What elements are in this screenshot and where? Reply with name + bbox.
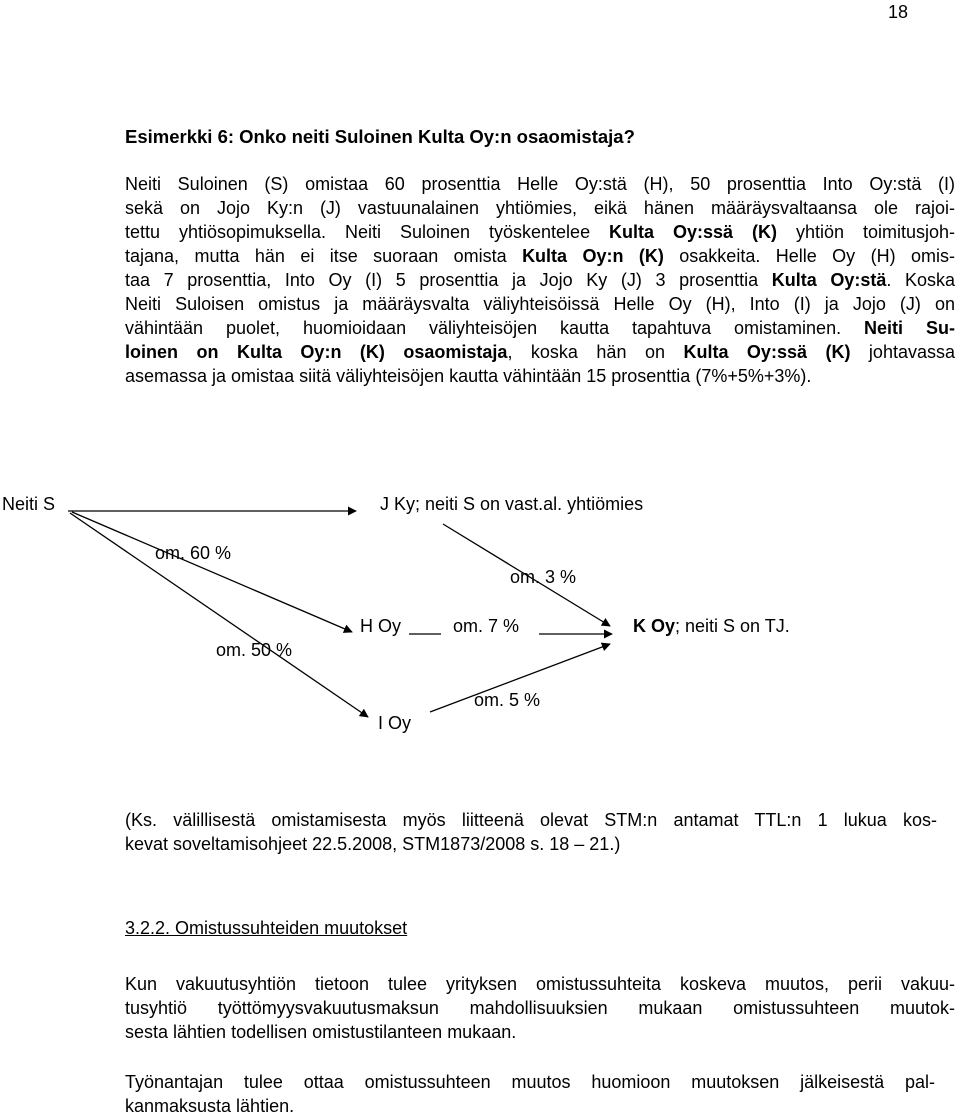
- node-h-oy: H Oy: [360, 616, 402, 636]
- paragraph-line: kanmaksusta lähtien.: [125, 1096, 295, 1116]
- paragraph-line: taa 7 prosenttia, Into Oy (I) 5 prosenttia ja Jojo Ky (J) 3 prosenttia Kulta Oy:stä. Koska: [125, 270, 955, 290]
- section-paragraph-2: [125, 1070, 935, 1118]
- label-om-7: om. 7 %: [453, 616, 520, 636]
- paragraph-line: sesta lähtien todellisen omistustilanteen mukaan.: [125, 1022, 517, 1042]
- example-heading: Esimerkki 6: Onko neiti Suloinen Kulta Oy:n osaomistaja?: [125, 126, 635, 147]
- section-heading: 3.2.2. Omistussuhteiden muutokset: [125, 918, 408, 938]
- paragraph-line: vähintään puolet, huomioidaan väliyhteisöjen kautta tapahtuva omistaminen. Neiti Su-: [125, 318, 955, 338]
- paragraph-line: tajana, mutta hän ei itse suoraan omista Kulta Oy:n (K) osakkeita. Helle Oy (H) omis-: [125, 246, 955, 266]
- paragraph-line: sekä on Jojo Ky:n (J) vastuunalainen yhtiömies, eikä hänen määräysvaltaansa ole rajoi-: [125, 198, 955, 218]
- node-i-oy: I Oy: [378, 713, 412, 733]
- paragraph-line: Kun vakuutusyhtiön tietoon tulee yrityksen omistussuhteita koskeva muutos, perii vakuu-: [125, 974, 955, 994]
- label-om-3: om. 3 %: [510, 567, 577, 587]
- node-k-oy: K Oy; neiti S on TJ.: [633, 616, 790, 636]
- arrow-s-to-h: [72, 512, 352, 632]
- section-paragraph: [125, 972, 955, 1044]
- reference-line: (Ks. välillisestä omistamisesta myös liitteenä olevat STM:n antamat TTL:n 1 lukua kos-: [125, 810, 937, 830]
- paragraph-line: Työnantajan tulee ottaa omistussuhteen muutos huomioon muutoksen jälkeisestä pal-: [125, 1072, 935, 1092]
- page-number: 18: [887, 2, 908, 22]
- paragraph-line: tusyhtiö työttömyysvakuutusmaksun mahdollisuuksien mukaan omistussuhteen muutok-: [125, 998, 955, 1018]
- node-neiti-s: Neiti S: [2, 494, 56, 514]
- node-j-ky: J Ky; neiti S on vast.al. yhtiömies: [380, 494, 644, 514]
- paragraph-line: asemassa ja omistaa siitä väliyhteisöjen kautta vähintään 15 prosenttia (7%+5%+3%).: [125, 366, 812, 386]
- paragraph-line: Neiti Suloinen (S) omistaa 60 prosenttia Helle Oy:stä (H), 50 prosenttia Into Oy:stä (I): [125, 174, 955, 194]
- label-om-50: om. 50 %: [216, 640, 293, 660]
- label-om-5: om. 5 %: [474, 690, 541, 710]
- reference-note: [125, 808, 937, 856]
- paragraph-line: tettu yhtiösopimuksella. Neiti Suloinen työskentelee Kulta Oy:ssä (K) yhtiön toimitusjoh-: [125, 222, 955, 242]
- label-om-60: om. 60 %: [155, 543, 232, 563]
- reference-line: kevat soveltamisohjeet 22.5.2008, STM1873/2008 s. 18 – 21.): [125, 834, 621, 854]
- paragraph-line: loinen on Kulta Oy:n (K) osaomistaja, koska hän on Kulta Oy:ssä (K) johtavassa: [125, 342, 955, 362]
- paragraph-line: Neiti Suloisen omistus ja määräysvalta väliyhteisöissä Helle Oy (H), Into (I) ja Jojo (J) on: [125, 294, 955, 314]
